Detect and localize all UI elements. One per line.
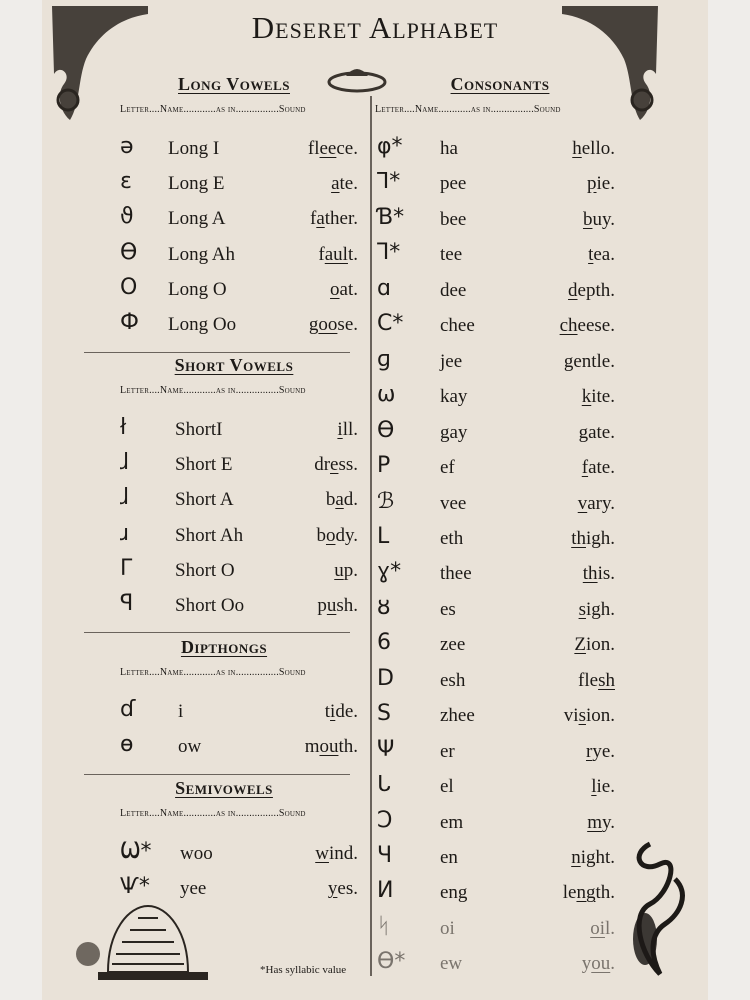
- example-word: [334, 560, 358, 582]
- example-word: [582, 457, 615, 479]
- word-part: igh.: [585, 598, 615, 620]
- column-header: Letter....Name............as in................Sound: [120, 808, 306, 819]
- letter-row: [377, 311, 615, 345]
- letter-row: [120, 204, 358, 238]
- letter-name: Long E: [168, 173, 225, 195]
- underlined-sound: ee: [319, 138, 337, 159]
- underlined-sound: l: [591, 776, 597, 798]
- underlined-sound: ou: [591, 953, 611, 975]
- letter-row: [377, 594, 615, 629]
- section-title-dipthongs: Dipthongs: [180, 637, 268, 657]
- underlined-sound: ou: [319, 736, 339, 758]
- example-word: [560, 315, 615, 337]
- word-part: ie.: [596, 173, 615, 195]
- letter-row: [120, 520, 358, 555]
- word-part: th.: [595, 882, 615, 904]
- word-part: ion.: [585, 634, 615, 656]
- word-part: dr: [314, 454, 331, 476]
- letter-name: yee: [180, 878, 207, 900]
- example-word: [571, 847, 615, 869]
- deseret-letter: O: [120, 274, 138, 300]
- underlined-sound: o: [325, 524, 336, 546]
- deseret-letter: ɵ: [120, 732, 134, 758]
- word-part: th.: [338, 736, 358, 758]
- flourish-illustration: [620, 834, 700, 984]
- letter-row: [377, 382, 615, 416]
- underlined-sound: aul: [324, 243, 348, 265]
- letter-row: [377, 736, 615, 771]
- column-header: Letter....Name............as in................Sound: [375, 104, 561, 115]
- deseret-letter: ɹ: [120, 520, 130, 546]
- letter-row: [377, 523, 615, 558]
- section-title-semivowels: Semivowels: [175, 778, 273, 798]
- underlined-sound: i: [330, 701, 336, 722]
- deseret-letter: ꓶ*: [377, 169, 401, 195]
- underlined-sound: oo: [318, 314, 338, 335]
- deseret-letter: Ч: [377, 843, 393, 868]
- underlined-sound: d: [568, 279, 578, 301]
- example-word: [305, 736, 358, 758]
- deseret-letter: ɣ*: [377, 559, 402, 585]
- letter-name: zhee: [440, 705, 475, 727]
- letter-name: kay: [440, 386, 468, 408]
- word-part: .: [610, 953, 615, 975]
- letter-row: [120, 274, 358, 309]
- example-word: [316, 525, 358, 547]
- word-part: sh.: [336, 595, 358, 616]
- example-word: [587, 173, 615, 195]
- underlined-sound: g: [578, 421, 589, 443]
- word-part: ll.: [342, 419, 358, 440]
- deseret-letter: ω: [377, 382, 396, 408]
- underlined-sound: s: [578, 598, 586, 620]
- letter-row: [377, 913, 615, 948]
- word-part: l.: [604, 917, 615, 939]
- example-word: [331, 173, 358, 195]
- letter-row: [120, 239, 358, 274]
- letter-row: [377, 843, 615, 877]
- word-part: ther.: [324, 208, 358, 230]
- letter-name: Short Oo: [175, 595, 245, 616]
- example-word: [591, 776, 615, 798]
- underlined-sound: p: [587, 173, 597, 195]
- example-word: [328, 878, 358, 900]
- letter-name: gay: [440, 421, 468, 443]
- deseret-letter: Ѳ*: [377, 949, 406, 975]
- deseret-letter: Ф: [120, 310, 139, 335]
- underlined-sound: n: [571, 847, 581, 868]
- letter-name: bee: [440, 208, 467, 230]
- letter-name: Short O: [175, 559, 235, 581]
- underlined-sound: ch: [559, 315, 578, 337]
- letter-row: [120, 415, 358, 449]
- letter-name: eth: [440, 527, 464, 549]
- letter-name: Long Ah: [168, 243, 236, 265]
- letter-row: [377, 878, 615, 912]
- underlined-sound: Z: [574, 634, 586, 656]
- word-part: uy.: [592, 208, 615, 230]
- word-part: ye.: [592, 740, 615, 762]
- underlined-sound: sh: [598, 669, 615, 691]
- underlined-sound: a: [335, 489, 344, 511]
- word-part: ite.: [591, 386, 615, 408]
- underlined-sound: m: [587, 811, 602, 833]
- example-word: [337, 419, 358, 441]
- letter-name: em: [440, 811, 464, 833]
- example-word: [564, 705, 615, 727]
- example-word: [586, 741, 615, 763]
- letter-name: Long O: [168, 278, 227, 300]
- letter-name: woo: [180, 843, 213, 864]
- word-part: ea.: [593, 244, 615, 266]
- word-part: t: [324, 701, 331, 722]
- letter-row: [377, 346, 615, 381]
- word-part: at.: [339, 278, 358, 300]
- letter-name: Short A: [175, 489, 234, 511]
- letter-name: Short E: [175, 454, 233, 476]
- example-word: [588, 244, 615, 266]
- underlined-sound: u: [326, 595, 337, 616]
- letter-row: [377, 204, 615, 239]
- section-divider: [84, 774, 350, 775]
- deseret-letter: ɺ: [120, 450, 130, 476]
- word-part: t.: [347, 243, 358, 265]
- letter-row: [377, 134, 615, 168]
- word-part: m: [304, 736, 320, 758]
- word-part: ate.: [588, 457, 615, 479]
- underlined-sound: u: [334, 559, 344, 581]
- letter-name: thee: [440, 563, 472, 585]
- letter-name: ShortI: [175, 419, 223, 440]
- underlined-sound: a: [331, 173, 340, 195]
- example-word: [564, 351, 615, 373]
- underlined-sound: r: [585, 740, 593, 762]
- example-word: [310, 208, 358, 230]
- word-part: p.: [343, 559, 358, 581]
- word-part: te.: [339, 173, 358, 195]
- page-title: Deseret Alphabet: [251, 10, 499, 45]
- example-word: [318, 244, 358, 266]
- underlined-sound: v: [577, 492, 588, 514]
- deseret-letter: И: [377, 878, 394, 904]
- word-part: f: [309, 208, 317, 230]
- deseret-letter: ℬ: [377, 488, 395, 514]
- letter-name: esh: [440, 669, 466, 691]
- deseret-letter: ɑ: [377, 275, 391, 301]
- underlined-sound: g: [563, 350, 574, 372]
- deseret-letter: P: [377, 453, 391, 479]
- deseret-letter: ɗ: [120, 697, 136, 722]
- deseret-letter: ə: [120, 134, 134, 159]
- column-header: Letter....Name............as in................Sound: [120, 667, 306, 678]
- letter-row: [377, 169, 615, 203]
- letter-row: [377, 275, 615, 310]
- underlined-sound: w: [315, 843, 329, 864]
- letter-row: [377, 417, 615, 452]
- letter-row: [377, 453, 615, 487]
- deseret-letter: Ѡ*: [120, 839, 152, 864]
- word-part: f: [318, 243, 325, 265]
- word-part: es.: [337, 878, 358, 900]
- letter-row: [377, 807, 615, 842]
- letter-row: [120, 555, 358, 590]
- letter-row: [377, 701, 615, 735]
- letter-row: [377, 240, 615, 274]
- deseret-letter: ᛋ: [377, 913, 391, 939]
- letter-name: ef: [440, 457, 455, 479]
- underlined-sound: i: [337, 419, 343, 440]
- word-part: y: [581, 953, 592, 975]
- letter-row: [120, 485, 358, 519]
- beehive-illustration: [68, 892, 208, 984]
- deseret-letter: ɺ: [120, 485, 130, 511]
- word-part: ary.: [587, 492, 615, 514]
- word-part: is.: [597, 563, 615, 585]
- word-part: fl: [307, 138, 320, 159]
- column-header: Letter....Name............as in................Sound: [120, 104, 306, 115]
- deseret-letter: ł: [120, 415, 127, 440]
- deseret-letter: ᒐ: [377, 772, 391, 798]
- word-part: eese.: [577, 315, 615, 337]
- letter-row: [120, 450, 358, 484]
- deseret-letter: S: [377, 701, 391, 727]
- letter-name: chee: [440, 315, 475, 337]
- word-part: ate.: [588, 421, 615, 443]
- letter-name: jee: [440, 350, 463, 372]
- example-word: [330, 279, 358, 301]
- example-word: [317, 595, 358, 617]
- deseret-letter: ȣ: [377, 594, 391, 620]
- letter-row: [120, 732, 358, 766]
- example-word: [578, 670, 615, 692]
- underlined-sound: b: [582, 208, 593, 230]
- letter-name: Long Oo: [168, 314, 237, 335]
- underlined-sound: t: [588, 244, 594, 266]
- letter-row: [377, 949, 615, 983]
- underlined-sound: k: [581, 386, 592, 408]
- word-part: ind.: [328, 843, 358, 864]
- underlined-sound: th: [582, 563, 598, 585]
- example-word: [326, 489, 358, 511]
- letter-name: pee: [440, 173, 467, 195]
- deseret-letter: L: [377, 523, 390, 549]
- deseret-letter: Ɓ*: [377, 204, 405, 230]
- underlined-sound: oi: [590, 917, 605, 939]
- example-word: [587, 812, 615, 834]
- example-word: [583, 563, 615, 585]
- word-part: ce.: [336, 138, 358, 159]
- word-part: vi: [563, 705, 579, 727]
- word-part: ello.: [581, 138, 615, 159]
- letter-row: [377, 665, 615, 700]
- underlined-sound: a: [316, 208, 325, 230]
- deseret-letter: C*: [377, 311, 404, 337]
- letter-row: [120, 169, 358, 203]
- word-part: de.: [335, 701, 358, 722]
- letter-name: ow: [178, 736, 202, 758]
- example-word: [563, 882, 615, 904]
- section-title-long-vowels: Long Vowels: [178, 74, 290, 94]
- letter-name: el: [440, 776, 454, 798]
- letter-name: Short Ah: [175, 524, 244, 546]
- deseret-letter: ꟼ: [120, 591, 134, 616]
- letter-row: [120, 839, 358, 873]
- deseret-letter: φ*: [377, 134, 403, 159]
- example-word: [583, 209, 615, 231]
- deseret-letter: Ѱ*: [120, 874, 150, 900]
- deseret-letter: 6: [377, 630, 391, 656]
- word-part: p: [317, 595, 327, 616]
- example-word: [572, 138, 615, 160]
- word-part: b: [316, 524, 326, 546]
- letter-name: oi: [440, 917, 455, 939]
- deseret-letter: D: [377, 665, 394, 691]
- section-divider: [84, 352, 350, 353]
- letter-name: Long A: [168, 208, 226, 230]
- underlined-sound: o: [330, 278, 340, 300]
- section-divider: [84, 632, 350, 633]
- letter-row: [120, 697, 358, 731]
- letter-name: eng: [440, 882, 468, 904]
- letter-name: er: [440, 740, 455, 762]
- word-part: ion.: [585, 705, 615, 727]
- letter-name: tee: [440, 244, 463, 266]
- deseret-letter: Ꞁ*: [377, 240, 401, 266]
- underlined-sound: ng: [576, 882, 596, 904]
- example-word: [582, 953, 615, 975]
- letter-row: [120, 134, 358, 168]
- underlined-sound: e: [330, 454, 339, 476]
- example-word: [568, 280, 615, 302]
- underlined-sound: y: [327, 878, 338, 900]
- example-word: [309, 314, 358, 336]
- word-part: b: [325, 489, 336, 511]
- word-part: d.: [343, 489, 358, 511]
- example-word: [574, 634, 615, 656]
- section-title-consonants: Consonants: [450, 74, 550, 94]
- word-part: epth.: [577, 279, 615, 301]
- word-part: fle: [578, 669, 599, 691]
- deseret-letter: Γ: [120, 555, 133, 581]
- footnote: *Has syllabic value: [260, 964, 347, 976]
- example-word: [315, 843, 358, 865]
- word-part: entle.: [573, 350, 615, 372]
- letter-name: Long I: [168, 138, 220, 159]
- example-word: [325, 701, 358, 723]
- word-part: dy.: [335, 524, 358, 546]
- letter-name: en: [440, 847, 458, 868]
- underlined-sound: th: [571, 527, 586, 549]
- letter-name: ew: [440, 953, 463, 975]
- section-title-short-vowels: Short Vowels: [174, 355, 294, 375]
- word-part: ss.: [338, 454, 358, 476]
- example-word: [579, 599, 615, 621]
- word-part: y.: [601, 811, 615, 833]
- word-part: g: [308, 314, 319, 335]
- deseret-letter: Ѳ: [377, 417, 395, 443]
- underlined-sound: f: [581, 457, 589, 479]
- letter-name: es: [440, 598, 456, 620]
- letter-name: zee: [440, 634, 466, 656]
- letter-row: [377, 630, 615, 664]
- example-word: [579, 422, 615, 444]
- word-part: igh.: [585, 527, 615, 549]
- underlined-sound: s: [578, 705, 586, 727]
- example-word: [571, 528, 615, 550]
- letter-row: [377, 772, 615, 806]
- word-part: se.: [337, 314, 358, 335]
- letter-row: [377, 488, 615, 523]
- word-part: ie.: [596, 776, 615, 798]
- word-part: le: [562, 882, 577, 904]
- letter-name: ha: [440, 138, 458, 159]
- deseret-letter: ɡ: [377, 346, 391, 372]
- deseret-letter: ɛ: [120, 169, 132, 195]
- example-word: [308, 138, 358, 160]
- example-word: [582, 386, 615, 408]
- example-word: [578, 493, 615, 515]
- deseret-letter: Ψ: [377, 736, 395, 762]
- example-word: [314, 454, 358, 476]
- deseret-letter: Ͻ: [377, 807, 393, 833]
- deseret-letter: ϴ: [120, 239, 138, 265]
- letter-row: [377, 559, 615, 593]
- deseret-letter: ϑ: [120, 204, 134, 230]
- word-part: ight.: [580, 847, 615, 868]
- letter-name: i: [178, 701, 184, 722]
- column-header: Letter....Name............as in................Sound: [120, 385, 306, 396]
- letter-name: dee: [440, 279, 467, 301]
- column-divider: [370, 96, 372, 976]
- letter-row: [120, 310, 358, 344]
- underlined-sound: h: [572, 138, 582, 159]
- letter-name: vee: [440, 492, 467, 514]
- example-word: [590, 918, 615, 940]
- letter-row: [120, 591, 358, 625]
